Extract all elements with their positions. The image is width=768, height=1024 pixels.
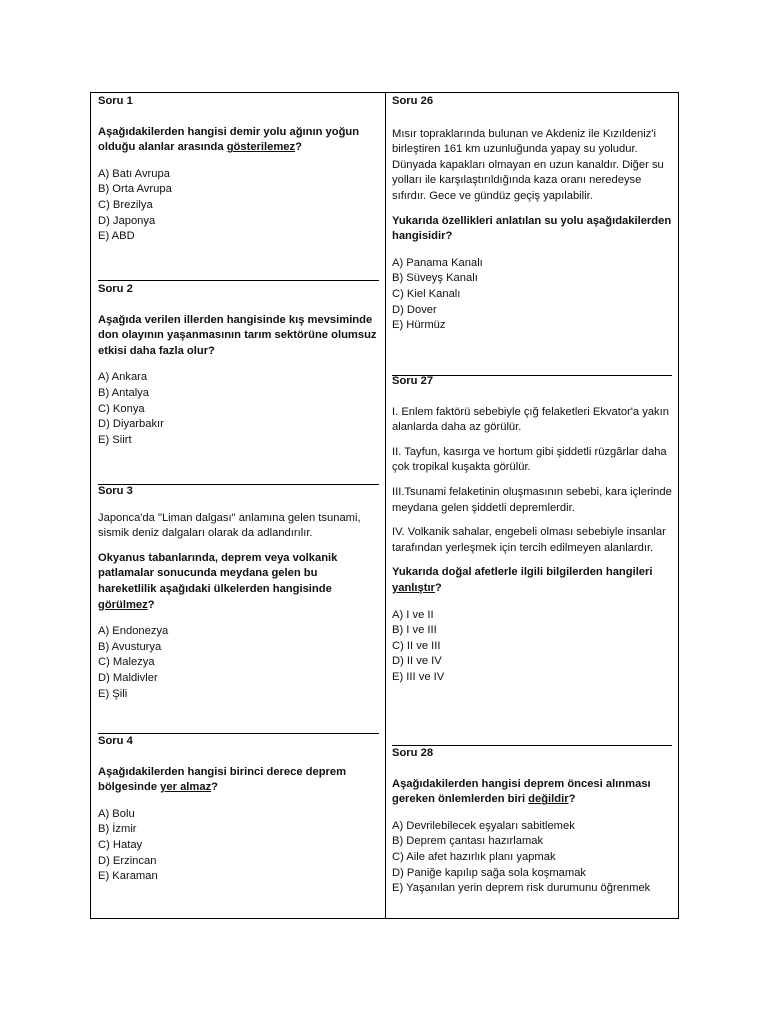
question-number: Soru 1 <box>98 95 133 107</box>
option-e: E) ABD <box>98 230 135 243</box>
question-stem: Yukarıda özellikleri anlatılan su yolu aşağıdakilerden hangisidir? <box>392 214 672 243</box>
question-2 <box>98 282 379 448</box>
option-a: A) Devrilebilecek eşyaları sabitlemek <box>392 819 575 832</box>
option-e: E) Karaman <box>98 870 158 883</box>
option-d: D) II ve IV <box>392 655 442 668</box>
question-stem: Yukarıda doğal afetlerle ilgili bilgilerden hangileri yanlıştır? <box>392 566 653 594</box>
question-stem: Aşağıdakilerden hangisi demir yolu ağının yoğun olduğu alanlar arasında gösterilemez? <box>98 125 360 154</box>
option-a: A) I ve II <box>392 608 434 621</box>
option-c: C) Aile afet hazırlık planı yapmak <box>392 850 556 863</box>
question-3 <box>98 484 379 702</box>
emphasis-underline: yanlıştır <box>392 581 435 594</box>
question-28 <box>392 746 672 897</box>
emphasis-underline: gösterilemez <box>226 141 296 154</box>
question-stem: Aşağıda verilen illerden hangisinde kış mevsiminde don olayının yaşanmasının tarım sektörüne olumsuz etkisi daha fazla olur? <box>98 313 377 357</box>
option-a: A) Panama Kanalı <box>392 256 483 269</box>
option-e: E) Hürmüz <box>392 319 446 332</box>
option-a: A) Batı Avrupa <box>98 167 170 180</box>
emphasis-underline: yer almaz <box>160 781 212 794</box>
option-list <box>392 819 672 897</box>
question-divider <box>98 280 379 281</box>
question-number: Soru 4 <box>98 735 133 747</box>
option-list <box>98 624 379 702</box>
option-c: C) Hatay <box>98 838 143 851</box>
option-e: E) III ve IV <box>392 670 445 683</box>
option-d: D) Diyarbakır <box>98 418 164 431</box>
left-column <box>91 93 386 918</box>
option-b: B) Deprem çantası hazırlamak <box>392 835 544 848</box>
question-intro <box>392 127 672 205</box>
question-number: Soru 27 <box>392 375 434 387</box>
option-e: E) Yaşanılan yerin deprem risk durumunu öğrenmek <box>392 882 651 895</box>
question-1 <box>98 94 379 245</box>
question-stem: Aşağıdakilerden hangisi birinci derece deprem bölgesinde yer almaz? <box>98 765 347 794</box>
question-number: Soru 2 <box>98 283 133 295</box>
option-d: D) Paniğe kapılıp sağa sola koşmamak <box>392 866 587 879</box>
statement-1: I. Enlem faktörü sebebiyle çığ felaketleri Ekvator'a yakın alanlarda daha az görülür. <box>392 405 669 434</box>
option-c: C) Kiel Kanalı <box>392 287 461 300</box>
question-stem: Aşağıdakilerden hangisi deprem öncesi alınması gereken önlemlerden biri değildir? <box>392 777 651 806</box>
exam-sheet <box>90 92 679 919</box>
option-b: B) I ve III <box>392 624 437 637</box>
question-intro <box>392 405 672 557</box>
question-number: Soru 28 <box>392 747 434 759</box>
option-list <box>392 608 672 686</box>
question-intro <box>98 511 379 542</box>
right-column <box>385 93 678 918</box>
question-26 <box>392 94 672 334</box>
statement-4: IV. Volkanik sahalar, engebeli olması sebebiyle insanlar tarafından yerleşmek için tercih edilmeyen alanlardır. <box>392 526 666 554</box>
option-c: C) Konya <box>98 402 145 415</box>
option-d: D) Erzincan <box>98 854 157 867</box>
option-list <box>98 807 379 885</box>
option-a: A) Endonezya <box>98 625 169 638</box>
option-b: B) Orta Avrupa <box>98 183 172 196</box>
question-stem: Okyanus tabanlarında, deprem veya volkanik patlamalar sonucunda meydana gelen bu hareketlilik aşağıdaki ülkelerden hangisinde görülmez? <box>98 551 338 611</box>
option-d: D) Dover <box>392 303 437 316</box>
option-d: D) Japonya <box>98 214 156 227</box>
option-b: B) İzmir <box>98 823 137 836</box>
option-e: E) Siirt <box>98 433 132 446</box>
option-a: A) Bolu <box>98 807 135 820</box>
question-4 <box>98 734 379 885</box>
option-c: C) Malezya <box>98 656 155 669</box>
option-c: C) Brezilya <box>98 198 153 211</box>
option-d: D) Maldivler <box>98 671 158 684</box>
option-list <box>392 256 672 334</box>
question-number: Soru 26 <box>392 95 434 107</box>
statement-2: II. Tayfun, kasırga ve hortum gibi şiddetli rüzgârlar daha çok tropikal kuşakta görülür. <box>392 445 667 474</box>
intro-paragraph: Mısır topraklarında bulunan ve Akdeniz ile Kızıldeniz'i birleştiren 161 km uzunluğunda yapay su yoludur. Dünyada kapakları olmayan en uzun kanaldır. Diğer su yolları ile karşılaştırıldığında kaza oranı neredeyse sıfırdır. Gece ve gündüz geçiş yapılabilir. <box>392 127 664 202</box>
option-b: B) Avusturya <box>98 640 162 653</box>
option-list <box>98 167 379 245</box>
statement-3: III.Tsunami felaketinin oluşmasının sebebi, kara içlerinde meydana gelen şiddetli depremlerdir. <box>392 485 672 514</box>
intro-paragraph: Japonca'da "Liman dalgası" anlamına gelen tsunami, sismik deniz dalgaları olarak da adlandırılır. <box>98 511 361 540</box>
option-b: B) Antalya <box>98 386 149 399</box>
question-number: Soru 3 <box>98 485 133 497</box>
emphasis-underline: değildir <box>528 793 569 806</box>
option-c: C) II ve III <box>392 639 441 652</box>
question-27 <box>392 374 672 686</box>
option-a: A) Ankara <box>98 371 148 384</box>
option-list <box>98 370 379 448</box>
emphasis-underline: görülmez <box>98 598 148 611</box>
option-e: E) Şili <box>98 687 128 700</box>
option-b: B) Süveyş Kanalı <box>392 272 478 285</box>
